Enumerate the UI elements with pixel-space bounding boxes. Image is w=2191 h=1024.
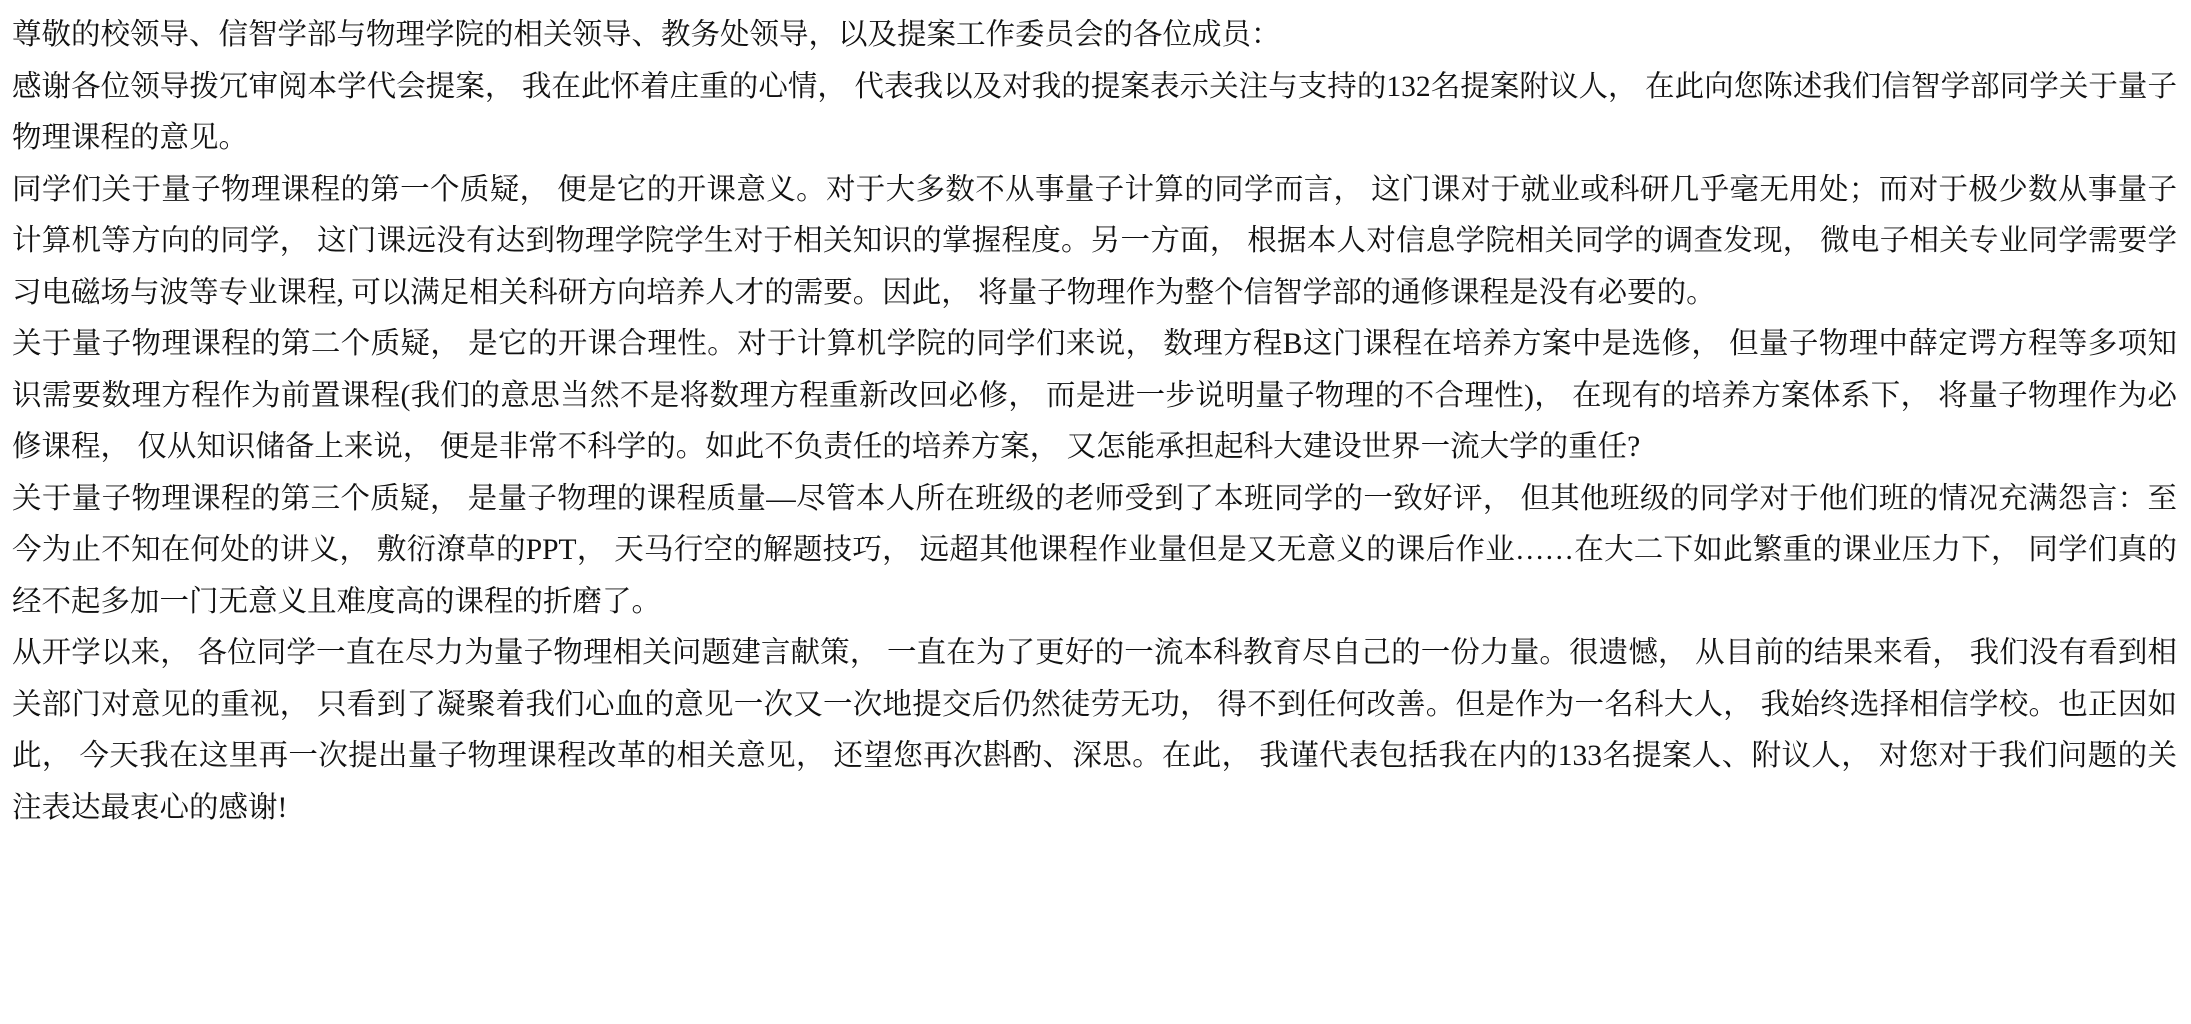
paragraph-salutation: 尊敬的校领导、信智学部与物理学院的相关领导、教务处领导，以及提案工作委员会的各位成员： (12, 19, 1281, 51)
paragraph-second-question: 关于量子物理课程的第二个质疑， 是它的开课合理性。对于计算机学院的同学们来说， 数理方程B这门课程在培养方案中是选修， 但量子物理中薛定谔方程等多项知识需要数理方程作为前置课程(我们的意思当然不是将数理方程重新改回必修， 而是进一步说明量子物理的不合理性)， 在现有的培养方案体系下， 将量子物理作为必修课程， 仅从知识储备上来说， 便是非常不科学的。如此不负责任的培养方案， 又怎能承担起科大建设世界一流大学的重任? (12, 328, 2177, 463)
paragraph-third-question: 关于量子物理课程的第三个质疑， 是量子物理的课程质量—尽管本人所在班级的老师受到了本班同学的一致好评， 但其他班级的同学对于他们班的情况充满怨言：至今为止不知在何处的讲义， 敷衍潦草的PPT， 天马行空的解题技巧， 远超其他课程作业量但是又无意义的课后作业……在大二下如此繁重的课业压力下， 同学们真的经不起多加一门无意义且难度高的课程的折磨了。 (12, 482, 2177, 618)
paragraph-first-question: 同学们关于量子物理课程的第一个质疑， 便是它的开课意义。对于大多数不从事量子计算的同学而言， 这门课对于就业或科研几乎毫无用处；而对于极少数从事量子计算机等方向的同学， 这门课远没有达到物理学院学生对于相关知识的掌握程度。另一方面， 根据本人对信息学院相关同学的调查发现， 微电子相关专业同学需要学习电磁场与波等专业课程, 可以满足相关科研方向培养人才的需要。因此， 将量子物理作为整个信智学部的通修课程是没有必要的。 (12, 173, 2177, 309)
paragraph-closing: 从开学以来， 各位同学一直在尽力为量子物理相关问题建言献策， 一直在为了更好的一流本科教育尽自己的一份力量。很遗憾， 从目前的结果来看， 我们没有看到相关部门对意见的重视， 只看到了凝聚着我们心血的意见一次又一次地提交后仍然徒劳无功， 得不到任何改善。但是作为一名科大人， 我始终选择相信学校。也正因如此， 今天我在这里再一次提出量子物理课程改革的相关意见， 还望您再次斟酌、深思。在此， 我谨代表包括我在内的133名提案人、附议人， 对您对于我们问题的关注表达最衷心的感谢! (12, 637, 2177, 824)
paragraph-intro: 感谢各位领导拨冗审阅本学代会提案， 我在此怀着庄重的心情， 代表我以及对我的提案表示关注与支持的132名提案附议人， 在此向您陈述我们信智学部同学关于量子物理课程的意见。 (12, 70, 2177, 154)
